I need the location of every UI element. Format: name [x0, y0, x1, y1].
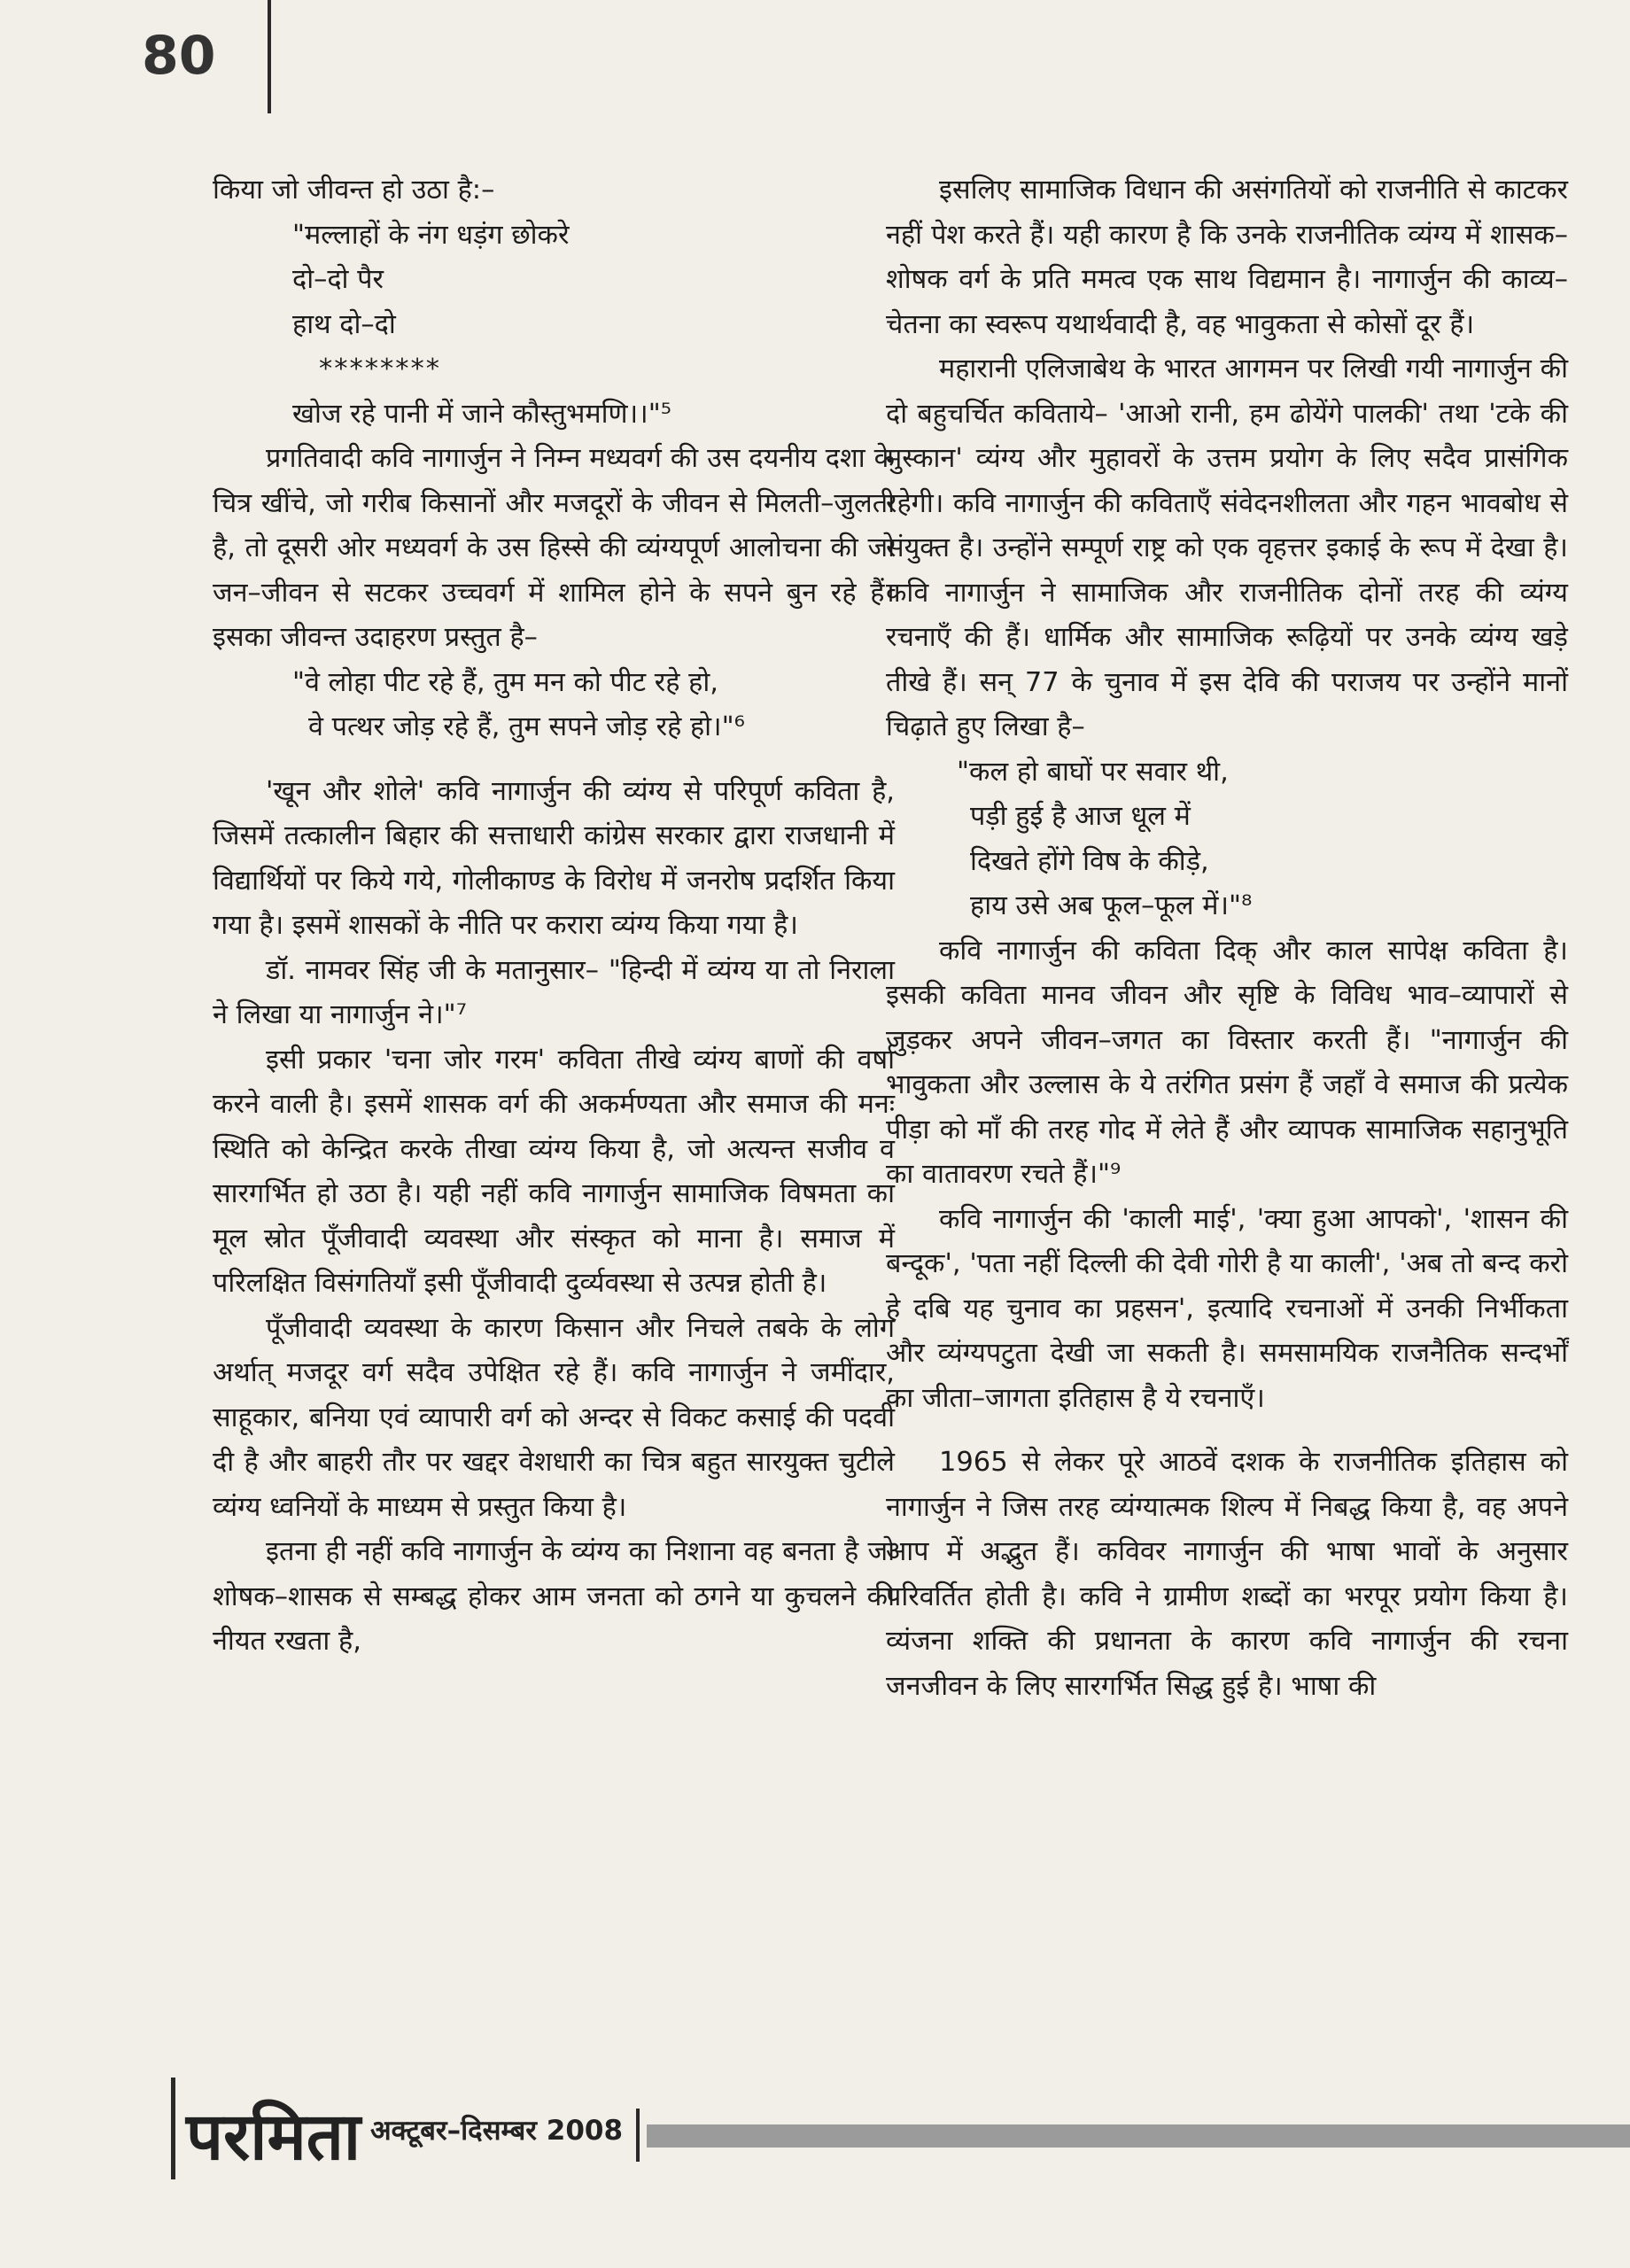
- verse-line: "मल्लाहों के नंग धड़ंग छोकरे: [292, 219, 570, 251]
- footer-bar: [647, 2124, 1630, 2148]
- paragraph: प्रगतिवादी कवि नागार्जुन ने निम्न मध्यवर्ग की उस दयनीय दशा के चित्र खींचे, जो गरीब किसानों और मजदूरों के जीवन से मिलती–जुलती है, तो दूसरी ओर मध्यवर्ग के उस हिस्से की व्यंग्यपूर्ण आलोचना की जो जन–जीवन से सटकर उच्चवर्ग में शामिल होने के सपने बुन रहे हैं। इसका जीवन्त उदाहरण प्रस्तुत है–: [213, 443, 895, 653]
- verse-line: वे पत्थर जोड़ रहे हैं, तुम सपने जोड़ रहे हो।"⁶: [308, 711, 745, 742]
- right-column: [886, 168, 1568, 1709]
- paragraph: 1965 से लेकर पूरे आठवें दशक के राजनीतिक इतिहास को नागार्जुन ने जिस तरह व्यंग्यात्मक शिल्प में निबद्ध किया है, वह अपने आप में अद्भुत हैं। कविवर नागार्जुन की भाषा भावों के अनुसार परिवर्तित होती है। कवि ने ग्रामीण शब्दों का भरपूर प्रयोग किया है। व्यंजना शक्ति की प्रधानता के कारण कवि नागार्जुन की रचना जनजीवन के लिए सारगर्भित सिद्ध हुई है। भाषा की: [886, 1447, 1568, 1702]
- verse-block: [213, 214, 895, 438]
- footer-divider: [636, 2109, 640, 2162]
- paragraph: पूँजीवादी व्यवस्था के कारण किसान और निचले तबके के लोग अर्थात् मजदूर वर्ग सदैव उपेक्षित रहे हैं। कवि नागार्जुन ने जमींदार, साहूकार, बनिया एवं व्यापारी वर्ग को अन्दर से विकट कसाई की पदवी दी है और बाहरी तौर पर खद्दर वेशधारी का चित्र बहुत सारयुक्त चुटीले व्यंग्य ध्वनियों के माध्यम से प्रस्तुत किया है।: [213, 1312, 895, 1523]
- issue-date: अक्टूबर–दिसम्बर 2008: [370, 2115, 624, 2147]
- paragraph: किया जो जीवन्त हो उठा है:–: [213, 175, 495, 206]
- verse-line: "कल हो बाघों पर सवार थी,: [957, 756, 1229, 788]
- verse-line: "वे लोहा पीट रहे हैं, तुम मन को पीट रहे हो,: [292, 666, 718, 698]
- header-divider: [268, 0, 271, 113]
- paragraph: इतना ही नहीं कवि नागार्जुन के व्यंग्य का निशाना वह बनता है जो शोषक–शासक से सम्बद्ध होकर आम जनता को ठगने या कुचलने की नीयत रखता है,: [213, 1536, 895, 1657]
- paragraph: कवि नागार्जुन की 'काली माई', 'क्या हुआ आपको', 'शासन की बन्दूक', 'पता नहीं दिल्ली की देवी गोरी है या काली', 'अब तो बन्द करो हे दबि यह चुनाव का प्रहसन', इत्यादि रचनाओं में उनकी निर्भीकता और व्यंग्यपटुता देखी जा सकती है। समसामयिक राजनैतिक सन्दर्भों का जीता–जागता इतिहास है ये रचनाएँ।: [886, 1203, 1568, 1414]
- verse-line: दो–दो पैर: [292, 264, 384, 295]
- verse-block: [213, 661, 895, 750]
- verse-line: दिखते होंगे विष के कीड़े,: [970, 845, 1209, 877]
- verse-line: हाय उसे अब फूल–फूल में।"⁸: [970, 890, 1253, 921]
- paragraph: इसी प्रकार 'चना जोर गरम' कविता तीखे व्यंग्य बाणों की वर्षा करने वाली है। इसमें शासक वर्ग की अकर्मण्यता और समाज की मनः स्थिति को केन्द्रित करके तीखा व्यंग्य किया है, जो अत्यन्त सजीव व सारगर्भित हो उठा है। यही नहीं कवि नागार्जुन सामाजिक विषमता का मूल स्रोत पूँजीवादी व्यवस्था और संस्कृत को माना है। समाज में परिलक्षित विसंगतियाँ इसी पूँजीवादी दुर्व्यवस्था से उत्पन्न होती है।: [213, 1044, 895, 1299]
- verse-line: हाथ दो–दो: [292, 308, 396, 340]
- paragraph: डॉ. नामवर सिंह जी के मतानुसार– "हिन्दी में व्यंग्य या तो निराला ने लिखा या नागार्जुन ने।"⁷: [213, 954, 895, 1030]
- paragraph: कवि नागार्जुन की कविता दिक् और काल सापेक्ष कविता है। इसकी कविता मानव जीवन और सृष्टि के विविध भाव–व्यापारों से जुड़कर अपने जीवन–जगत का विस्तार करती हैं। "नागार्जुन की भावुकता और उल्लास के ये तरंगित प्रसंग हैं जहाँ वे समाज की प्रत्येक पीड़ा को माँ की तरह गोद में लेते हैं और व्यापक सामाजिक सहानुभूति का वातावरण रचते हैं।"⁹: [886, 935, 1568, 1190]
- paragraph: 'खून और शोले' कवि नागार्जुन की व्यंग्य से परिपूर्ण कविता है, जिसमें तत्कालीन बिहार की सत्ताधारी कांग्रेस सरकार द्वारा राजधानी में विद्यार्थियों पर किये गये, गोलीकाण्ड के विरोध में जनरोष प्रदर्शित किया गया है। इसमें शासकों के नीति पर करारा व्यंग्य किया गया है।: [213, 775, 895, 941]
- verse-line: पड़ी हुई है आज धूल में: [970, 801, 1191, 832]
- verse-line: खोज रहे पानी में जाने कौस्तुभमणि।।"⁵: [292, 398, 671, 430]
- magazine-title: परमिता: [186, 2099, 361, 2175]
- paragraph: इसलिए सामाजिक विधान की असंगतियों को राजनीति से काटकर नहीं पेश करते हैं। यही कारण है कि उनके राजनीतिक व्यंग्य में शासक–शोषक वर्ग के प्रति ममत्व एक साथ विद्यमान है। नागार्जुन की काव्य–चेतना का स्वरूप यथार्थवादी है, वह भावुकता से कोसों दूर हैं।: [886, 175, 1568, 340]
- footer-divider: [171, 2078, 175, 2179]
- left-column: [213, 168, 895, 1665]
- verse-block: [886, 750, 1568, 929]
- verse-line: ********: [319, 353, 441, 384]
- paragraph: महारानी एलिजाबेथ के भारत आगमन पर लिखी गयी नागार्जुन की दो बहुचर्चित कविताये– 'आओ रानी, हम ढोयेंगे पालकी' तथा 'टके की मुस्कान' व्यंग्य और मुहावरों के उत्तम प्रयोग के लिए सदैव प्रासंगिक रहेगी। कवि नागार्जुन की कविताएँ संवेदनशीलता और गहन भावबोध से संयुक्त है। उन्होंने सम्पूर्ण राष्ट्र को एक वृहत्तर इकाई के रूप में देखा है। कवि नागार्जुन ने सामाजिक और राजनीतिक दोनों तरह की व्यंग्य रचनाएँ की हैं। धार्मिक और सामाजिक रूढ़ियों पर उनके व्यंग्य खड़े तीखे हैं। सन् 77 के चुनाव में इस देवि की पराजय पर उन्होंने मानों चिढ़ाते हुए लिखा है–: [886, 353, 1568, 742]
- page-number: 80: [142, 25, 216, 87]
